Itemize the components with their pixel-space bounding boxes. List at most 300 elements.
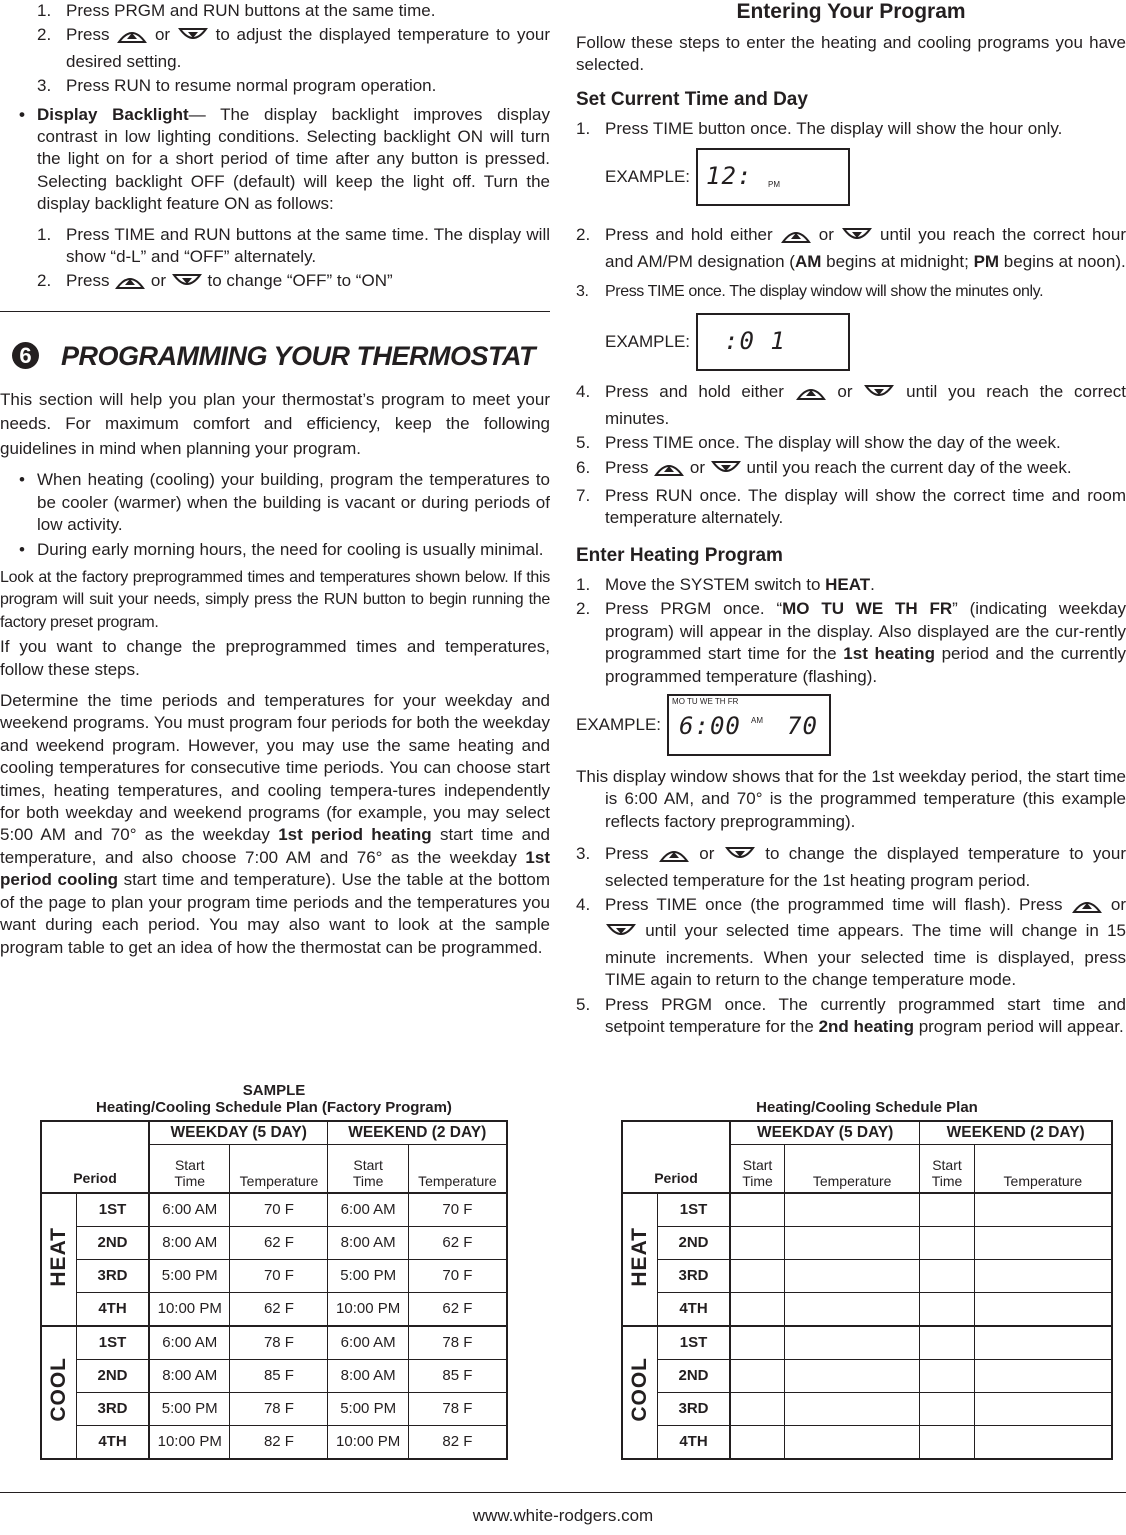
table-row [41, 1260, 507, 1293]
section-number-badge: 6 [12, 342, 39, 369]
text-segment: When heating (cooling) your building, program the temperatures to be cooler (warmer) when the building is vacant or during periods of low activity. [37, 470, 550, 535]
we-time-cell: 8:00 AM [328, 1360, 408, 1393]
we-temp-cell: 78 F [408, 1393, 507, 1426]
section-6 [0, 336, 550, 959]
we-temp-cell: 82 F [408, 1426, 507, 1460]
sample-schedule-table [40, 1120, 508, 1460]
table-row [41, 1426, 507, 1460]
wd-time-cell[interactable] [730, 1326, 785, 1360]
step [37, 270, 550, 296]
step-number: 1. [37, 224, 52, 244]
wd-temp-cell: 62 F [230, 1293, 328, 1327]
step-number: 7. [576, 486, 591, 506]
sample-title-line2: Heating/Cooling Schedule Plan (Factory Program) [96, 1098, 452, 1116]
we-time-cell: 5:00 PM [328, 1393, 408, 1426]
weekend-header: WEEKEND (2 DAY) [920, 1121, 1112, 1145]
step-text [66, 25, 550, 70]
table-row [622, 1326, 1112, 1360]
bold-text: HEAT [825, 574, 871, 594]
step-text [605, 575, 875, 594]
text-segment: until you reach the correct minutes. [605, 382, 1126, 428]
step-text [605, 844, 1126, 889]
text-segment: Press RUN once. The display will show the correct time and room temperature alternately. [605, 486, 1126, 528]
step [576, 843, 1126, 892]
guideline-item [0, 539, 550, 561]
up-arrow-button-icon [781, 227, 811, 250]
wd-temp-cell: 82 F [230, 1426, 328, 1460]
sample-title-line1: SAMPLE [242, 1081, 306, 1099]
we-time-cell[interactable] [920, 1193, 974, 1227]
temperature-header: Temperature [974, 1145, 1112, 1194]
period-name: 2ND [77, 1227, 150, 1260]
step-text [605, 225, 1126, 270]
step-number: 2. [576, 599, 591, 619]
we-temp-cell: 70 F [408, 1260, 507, 1293]
wd-temp-cell: 70 F [230, 1260, 328, 1293]
footer [0, 1492, 1126, 1533]
text-segment: period and the currently programmed temperature (flashing). [605, 644, 1126, 686]
step-number: 3. [576, 844, 591, 864]
plan-schedule-table[interactable] [621, 1120, 1113, 1460]
lcd-temp: 70 [787, 711, 818, 740]
lcd-digits: :0 1 [724, 327, 786, 356]
we-time-cell: 6:00 AM [328, 1193, 408, 1227]
plan-table-block [576, 1083, 1126, 1460]
text-segment: During early morning hours, the need for cooling is usually minimal. [37, 539, 544, 559]
we-time-cell[interactable] [920, 1426, 974, 1460]
bold-text: 1st period heating [278, 825, 432, 845]
table-row [41, 1227, 507, 1260]
wd-time-cell[interactable] [730, 1426, 785, 1460]
step-number: 6. [576, 457, 591, 477]
we-time-cell[interactable] [920, 1293, 974, 1327]
wd-time-cell: 6:00 AM [149, 1193, 230, 1227]
wd-time-cell[interactable] [730, 1260, 785, 1293]
factory-paragraph [0, 567, 550, 634]
bullet-dot: • [19, 470, 25, 490]
wd-time-cell[interactable] [730, 1293, 785, 1327]
table-row [622, 1293, 1112, 1327]
set-time-steps [576, 118, 1126, 530]
guideline-text [37, 539, 550, 561]
example-display [576, 694, 1126, 756]
backlight-steps [37, 224, 550, 297]
down-arrow-button-icon [864, 384, 894, 407]
wd-time-cell[interactable] [730, 1227, 785, 1260]
period-name: 4TH [77, 1426, 150, 1460]
text-segment: If you want to change the preprogrammed times and temperatures, follow these steps. [0, 637, 550, 679]
intro-paragraph [0, 388, 550, 462]
we-temp-cell: 85 F [408, 1360, 507, 1393]
determine-paragraph [0, 690, 550, 959]
sample-table-title [40, 1082, 508, 1116]
wd-temp-cell[interactable] [785, 1360, 920, 1393]
step [576, 381, 1126, 430]
step-text [66, 76, 436, 95]
table-row [622, 1426, 1112, 1460]
guideline-text [37, 469, 550, 536]
bold-text: AM [794, 251, 822, 271]
wd-temp-cell: 85 F [230, 1360, 328, 1393]
temperature-header: Temperature [408, 1145, 507, 1194]
lcd-am: AM [751, 715, 764, 725]
weekend-header: WEEKEND (2 DAY) [328, 1121, 507, 1145]
step-text [605, 458, 1072, 477]
wd-temp-cell[interactable] [785, 1293, 920, 1327]
lcd-display-minutes [696, 313, 850, 371]
down-arrow-button-icon [172, 273, 202, 296]
step [37, 24, 550, 73]
text-segment: Look at the factory preprogrammed times and temperatures shown below. If this program will suit your needs, simply press the RUN button to begin running the factory preset program. [0, 569, 550, 631]
step [576, 574, 1126, 596]
period-name: 2ND [658, 1227, 731, 1260]
step-text [605, 486, 1126, 527]
start-label: Start [932, 1157, 962, 1173]
text-segment: or [148, 25, 177, 45]
step-number: 3. [576, 283, 589, 301]
wd-temp-cell[interactable] [785, 1193, 920, 1227]
period-name: 1ST [77, 1193, 150, 1227]
period-header: Period [622, 1121, 730, 1193]
group-label: HEAT [47, 1226, 70, 1287]
period-name: 1ST [658, 1326, 731, 1360]
wd-time-cell[interactable] [730, 1193, 785, 1227]
we-temp-cell: 78 F [408, 1326, 507, 1360]
header-row [41, 1121, 507, 1145]
change-paragraph [0, 636, 550, 681]
we-time-cell: 8:00 AM [328, 1227, 408, 1260]
we-temp-cell[interactable] [974, 1193, 1112, 1227]
up-arrow-button-icon [1072, 897, 1102, 920]
step-number: 4. [576, 382, 591, 402]
text-segment: Press TIME button once. The display will show the hour only. [605, 118, 1063, 138]
table-row [41, 1326, 507, 1360]
down-arrow-button-icon [178, 27, 208, 50]
period-name: 2ND [77, 1360, 150, 1393]
period-name: 2ND [658, 1360, 731, 1393]
start-time-header [730, 1145, 785, 1194]
footer-url: www.white-rodgers.com [472, 1506, 654, 1525]
period-name: 3RD [77, 1393, 150, 1426]
lcd-display-hour [696, 148, 850, 206]
heating-steps [576, 574, 1126, 688]
period-header: Period [41, 1121, 149, 1193]
exit-steps [0, 0, 550, 98]
down-arrow-button-icon [842, 227, 872, 250]
text-segment: This display window shows that for the 1st weekday period, the start time is 6:00 AM, and 70° is the programmed temperature (this example reflects factory preprogramming). [576, 766, 1126, 831]
example-label: EXAMPLE: [605, 167, 691, 187]
text-segment: or [826, 382, 864, 402]
left-column [0, 0, 550, 1460]
step [576, 281, 1126, 303]
period-name: 1ST [658, 1193, 731, 1227]
table-row [622, 1393, 1112, 1426]
step-text [605, 995, 1126, 1036]
text-segment: to change the displayed temperature to your selected temperature for the 1st heating program period. [605, 844, 1126, 890]
we-time-cell[interactable] [920, 1227, 974, 1260]
wd-temp-cell[interactable] [785, 1393, 920, 1426]
step-number: 2. [37, 25, 52, 45]
step [576, 994, 1126, 1039]
text-segment: Follow these steps to enter the heating and cooling programs you have selected. [576, 33, 1126, 75]
period-name: 4TH [658, 1293, 731, 1327]
text-segment: Press TIME once (the programmed time will flash). Press [605, 894, 1071, 914]
wd-time-cell[interactable] [730, 1360, 785, 1393]
text-segment: Press [605, 844, 658, 864]
text-segment: Press [66, 271, 115, 291]
step [576, 432, 1126, 454]
we-temp-cell[interactable] [974, 1360, 1112, 1393]
text-segment: or [685, 457, 710, 477]
text-segment: until your selected time appears. The time will change in 15 minute increments. When your selected time is displayed, press TIME again to return to the change temperature mode. [605, 921, 1126, 990]
we-time-cell[interactable] [920, 1326, 974, 1360]
wd-time-cell: 5:00 PM [149, 1393, 230, 1426]
text-segment: Press and hold either [605, 382, 795, 402]
step-number: 2. [576, 225, 591, 245]
group-label: COOL [628, 1357, 651, 1423]
start-time-header [920, 1145, 974, 1194]
wd-time-cell: 10:00 PM [149, 1426, 230, 1460]
text-segment: Press RUN to resume normal program operation. [66, 76, 437, 96]
bold-text: PM [973, 251, 1000, 271]
weekday-header: WEEKDAY (5 DAY) [730, 1121, 920, 1145]
text-segment: or [689, 844, 724, 864]
wd-time-cell: 5:00 PM [149, 1260, 230, 1293]
start-time-header [149, 1145, 230, 1194]
group-label-heat [622, 1193, 658, 1326]
text-segment: — The display backlight improves display contrast in low lighting conditions. Selecting backlight ON will turn the light on for a short period of time after any button is pressed. Selecting backlight OFF (default) will keep the light off. Turn the display backlight feature ON as follows: [37, 104, 551, 214]
start-time-header [328, 1145, 408, 1194]
text-segment: Press TIME once. The display window will show the minutes only. [605, 283, 1044, 301]
step-text [605, 119, 1062, 138]
we-time-cell: 10:00 PM [328, 1293, 408, 1327]
step [37, 0, 550, 22]
we-time-cell[interactable] [920, 1360, 974, 1393]
guidelines-list [0, 469, 550, 561]
text-segment: until you reach the correct hour and AM/PM designation ( [605, 225, 1126, 271]
entering-intro [576, 32, 1126, 77]
text-segment: ” (indicating weekday program) will appear in the display. Also displayed are the cur-rently programmed start time for the [605, 599, 1126, 664]
text-segment: Press PRGM and RUN buttons at the same time. [66, 1, 436, 20]
table-row [41, 1293, 507, 1327]
text-segment: Press PRGM once. “ [605, 599, 783, 619]
down-arrow-button-icon [711, 460, 741, 483]
we-temp-cell[interactable] [974, 1260, 1112, 1293]
start-label: Start [174, 1157, 205, 1173]
lcd-time: 6:00 [679, 711, 741, 740]
period-name: 4TH [77, 1293, 150, 1327]
we-temp-cell: 62 F [408, 1293, 507, 1327]
backlight-text [37, 104, 550, 216]
wd-temp-cell[interactable] [785, 1227, 920, 1260]
step-number: 1. [576, 574, 591, 594]
lcd-digits: 12: [706, 162, 753, 191]
set-time-heading: Set Current Time and Day [576, 88, 808, 110]
example-display [576, 148, 1126, 206]
wd-temp-cell[interactable] [785, 1260, 920, 1293]
text-segment: Move the SYSTEM switch to [605, 574, 826, 594]
text-segment: start time and temperature, and also choose 7:00 AM and 76° as the weekday [0, 825, 550, 867]
text-segment: begins at noon). [999, 251, 1126, 271]
text-segment: begins at midnight; [821, 251, 974, 271]
step-text [605, 433, 1061, 452]
table-row [622, 1227, 1112, 1260]
right-column [576, 0, 1126, 1460]
down-arrow-button-icon [606, 923, 636, 946]
up-arrow-button-icon [796, 384, 826, 407]
bold-text: Display Backlight [37, 104, 189, 124]
table-row [622, 1193, 1112, 1227]
wd-temp-cell[interactable] [785, 1426, 920, 1460]
start-label: Start [353, 1157, 383, 1173]
we-temp-cell: 70 F [408, 1193, 507, 1227]
wd-time-cell[interactable] [730, 1393, 785, 1426]
wd-time-cell: 10:00 PM [149, 1293, 230, 1327]
bullet-dot: • [19, 539, 25, 559]
section-heading [0, 336, 550, 376]
text-segment: Press TIME and RUN buttons at the same time. The display will show “d-L” and “OFF” alternately. [66, 224, 550, 267]
step [37, 224, 550, 269]
text-segment: Determine the time periods and temperatures for your weekday and weekend programs. You must program four periods for both the weekday and weekend program. However, you may use the same heating and cooling temperatures for consecutive time periods. You can choose start times, heating temperatures, and cooling tempera-tures independently for both weekday and weekend programs (for example, you may select 5:00 AM and 70° as the weekday [0, 691, 550, 845]
step [37, 75, 550, 97]
table-row [622, 1360, 1112, 1393]
text-segment: or [146, 271, 171, 291]
time-label: Time [352, 1173, 384, 1189]
wd-temp-cell: 78 F [230, 1393, 328, 1426]
we-temp-cell[interactable] [974, 1393, 1112, 1426]
period-name: 3RD [77, 1260, 150, 1293]
table-row [41, 1193, 507, 1227]
text-segment: This section will help you plan your thermostat’s program to meet your needs. For maximum comfort and efficiency, keep the following guidelines in mind when planning your program. [0, 389, 550, 458]
step-text [605, 599, 1126, 685]
text-segment: to adjust the displayed temperature to your desired setting. [66, 25, 551, 71]
bold-text: MO TU WE TH FR [782, 599, 953, 619]
plan-table-title: Heating/Cooling Schedule Plan [756, 1098, 978, 1116]
step-text [66, 271, 393, 290]
step-number: 1. [576, 118, 591, 138]
time-label: Time [174, 1173, 206, 1189]
explain-text [576, 766, 1126, 833]
we-time-cell[interactable] [920, 1393, 974, 1426]
step-number: 1. [37, 1, 52, 20]
wd-time-cell: 8:00 AM [149, 1227, 230, 1260]
temperature-header: Temperature [785, 1145, 920, 1194]
group-label-heat [41, 1193, 77, 1326]
table-row [41, 1360, 507, 1393]
text-segment: Press [66, 25, 117, 45]
text-segment: start time and temperature). Use the table at the bottom of the page to plan your program time periods and the temperatures you want during each period. You may also want to look at the sample program table to get an idea of how the thermostat can be programmed. [0, 870, 551, 957]
step-number: 5. [576, 433, 591, 453]
wd-time-cell: 8:00 AM [149, 1360, 230, 1393]
we-time-cell: 10:00 PM [328, 1426, 408, 1460]
text-segment: to change “OFF” to “ON” [202, 271, 393, 291]
step-number: 5. [576, 994, 591, 1014]
step [576, 894, 1126, 992]
divider [0, 311, 550, 312]
text-segment: Press [605, 457, 654, 477]
text-segment: or [1102, 894, 1126, 914]
step-number: 4. [576, 894, 591, 914]
heating-program-heading: Enter Heating Program [576, 544, 783, 566]
sample-table-block [0, 1066, 550, 1460]
temperature-header: Temperature [230, 1145, 328, 1194]
entering-title: Entering Your Program [736, 0, 966, 23]
period-name: 3RD [658, 1260, 731, 1293]
step-text [66, 1, 435, 20]
we-time-cell[interactable] [920, 1260, 974, 1293]
bold-text: 1st heating [843, 644, 935, 664]
example-label: EXAMPLE: [605, 332, 691, 352]
time-label: Time [931, 1173, 963, 1189]
explain-paragraph [576, 766, 1126, 833]
group-label-cool [41, 1326, 77, 1459]
lcd-days: MO TU WE TH FR [672, 696, 739, 706]
table-row [41, 1393, 507, 1426]
step [576, 224, 1126, 273]
backlight-bullet [0, 104, 550, 297]
text-segment: Press PRGM once. The currently programmed start time and setpoint temperature for the [605, 994, 1126, 1036]
section-title: PROGRAMMING YOUR THERMOSTAT [61, 340, 535, 371]
we-time-cell: 5:00 PM [328, 1260, 408, 1293]
lcd-display-program [667, 694, 831, 756]
up-arrow-button-icon [659, 846, 689, 869]
table-row [622, 1260, 1112, 1293]
guideline-item [0, 469, 550, 536]
step-text [605, 382, 1126, 427]
step [576, 457, 1126, 483]
bold-text: 1st period cooling [0, 847, 550, 890]
text-segment: Press TIME once. The display will show the day of the week. [605, 433, 1061, 453]
text-segment: program period will appear. [913, 1016, 1124, 1036]
text-segment: until you reach the current day of the week. [741, 457, 1072, 477]
heating-steps-continued [576, 843, 1126, 1038]
step-number: 3. [37, 76, 52, 96]
text-segment: or [811, 225, 841, 245]
period-name: 1ST [77, 1326, 150, 1360]
example-label: EXAMPLE: [576, 714, 662, 734]
we-temp-cell: 62 F [408, 1227, 507, 1260]
header-row [622, 1121, 1112, 1145]
we-time-cell: 6:00 AM [328, 1326, 408, 1360]
wd-temp-cell: 78 F [230, 1326, 328, 1360]
step-text [605, 283, 1043, 300]
we-temp-cell[interactable] [974, 1326, 1112, 1360]
group-label: HEAT [628, 1226, 651, 1287]
we-temp-cell[interactable] [974, 1293, 1112, 1327]
bold-text: 2nd heating [818, 1016, 914, 1036]
up-arrow-button-icon [115, 273, 145, 296]
weekday-header: WEEKDAY (5 DAY) [149, 1121, 328, 1145]
time-label: Time [742, 1173, 773, 1189]
example-display [576, 313, 1126, 371]
period-name: 3RD [658, 1393, 731, 1426]
group-label: COOL [47, 1357, 70, 1423]
step [576, 118, 1126, 140]
we-temp-cell[interactable] [974, 1227, 1112, 1260]
wd-time-cell: 6:00 AM [149, 1326, 230, 1360]
text-segment: Press and hold either [605, 225, 780, 245]
lcd-pm: PM [768, 180, 781, 190]
text-segment: . [870, 574, 875, 594]
step-text [66, 225, 550, 266]
we-temp-cell[interactable] [974, 1426, 1112, 1460]
up-arrow-button-icon [654, 460, 684, 483]
step [576, 598, 1126, 688]
start-label: Start [742, 1157, 773, 1173]
wd-temp-cell[interactable] [785, 1326, 920, 1360]
bullet-dot: • [19, 104, 25, 124]
period-name: 4TH [658, 1426, 731, 1460]
